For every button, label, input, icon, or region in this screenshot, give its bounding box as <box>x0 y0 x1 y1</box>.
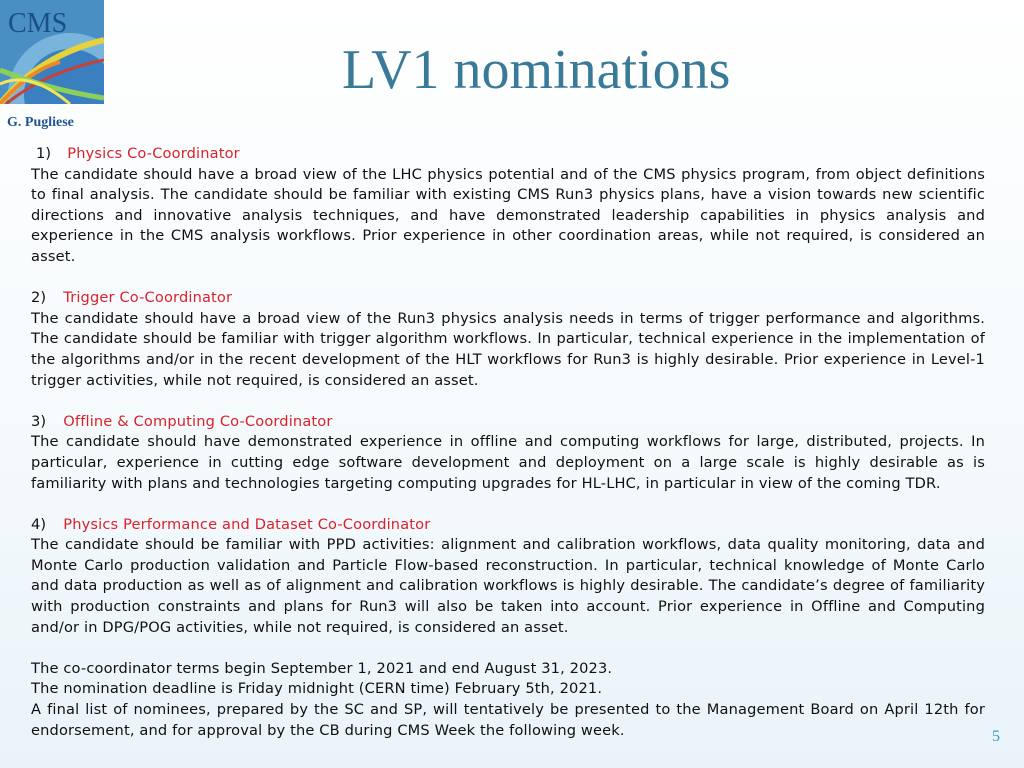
section-offline-computing <box>31 412 985 494</box>
section-role: Physics Co-Coordinator <box>67 145 240 162</box>
notes <box>31 659 985 741</box>
section-heading <box>31 288 985 309</box>
author-name: G. Pugliese <box>7 115 74 130</box>
cms-logo <box>0 0 104 104</box>
section-number: 4) <box>31 515 47 533</box>
section-number: 2) <box>31 289 47 307</box>
cms-logo-text: CMS <box>8 8 68 39</box>
section-ppd <box>31 515 985 639</box>
section-text: The candidate should have a broad view of the Run3 physics analysis needs in terms of trigger performance and algorithms. The candidate should be familiar with trigger algorithm workflows. In particular, technical experience in the implementation of the algorithms and/or in the recent development of the HLT workflows for Run3 is highly desirable. Prior experience in Level-1 trigger activities, while not required, is considered an asset. <box>31 309 985 389</box>
section-text: The candidate should have a broad view of the LHC physics potential and of the CMS physics program, from object definitions to final analysis. The candidate should be familiar with existing CMS Run3 physics plans, have a vision towards new scientific directions and innovative analysis techniques, and have demonstrated leadership capabilities in physics analysis and experience in the CMS analysis workflows. Prior experience in other coordination areas, while not required, is considered an asset. <box>31 165 985 265</box>
section-heading <box>31 144 985 165</box>
note-deadline: The nomination deadline is Friday midnight (CERN time) February 5th, 2021. <box>31 680 603 698</box>
section-role: Offline & Computing Co-Coordinator <box>63 412 333 430</box>
section-role: Trigger Co-Coordinator <box>63 289 233 307</box>
page-number: 5 <box>992 728 1000 745</box>
section-number: 3) <box>31 412 47 430</box>
slide-content <box>31 144 985 741</box>
note-final-list: A final list of nominees, prepared by the SC and SP, will tentatively be presented to the Management Board on April 12th for endorsement, and for approval by the CB during CMS Week the following week. <box>31 701 985 739</box>
page-title: LV1 nominations <box>342 39 731 101</box>
section-heading <box>31 515 985 536</box>
section-text: The candidate should have demonstrated experience in offline and computing workflows for large, distributed, projects. In particular, experience in cutting edge software development and deployment on a large scale is highly desirable as is familiarity with plans and technologies targeting computing upgrades for HL-LHC, in particular in view of the coming TDR. <box>31 433 985 492</box>
note-terms: The co-coordinator terms begin September 1, 2021 and end August 31, 2023. <box>31 659 613 677</box>
section-trigger <box>31 288 985 391</box>
section-role: Physics Performance and Dataset Co-Coordinator <box>63 515 431 533</box>
section-physics <box>31 144 985 268</box>
section-heading <box>31 412 985 433</box>
section-text: The candidate should be familiar with PPD activities: alignment and calibration workflows, data quality monitoring, data and Monte Carlo production validation and Particle Flow-based reconstruction. In particular, technical knowledge of Monte Carlo and data production as well as of alignment and calibration workflows is highly desirable. The candidate’s degree of familiarity with production constraints and plans for Run3 will also be taken into account. Prior experience in Offline and Computing and/or in DPG/POG activities, while not required, is considered an asset. <box>31 536 985 636</box>
section-number: 1) <box>36 145 52 162</box>
